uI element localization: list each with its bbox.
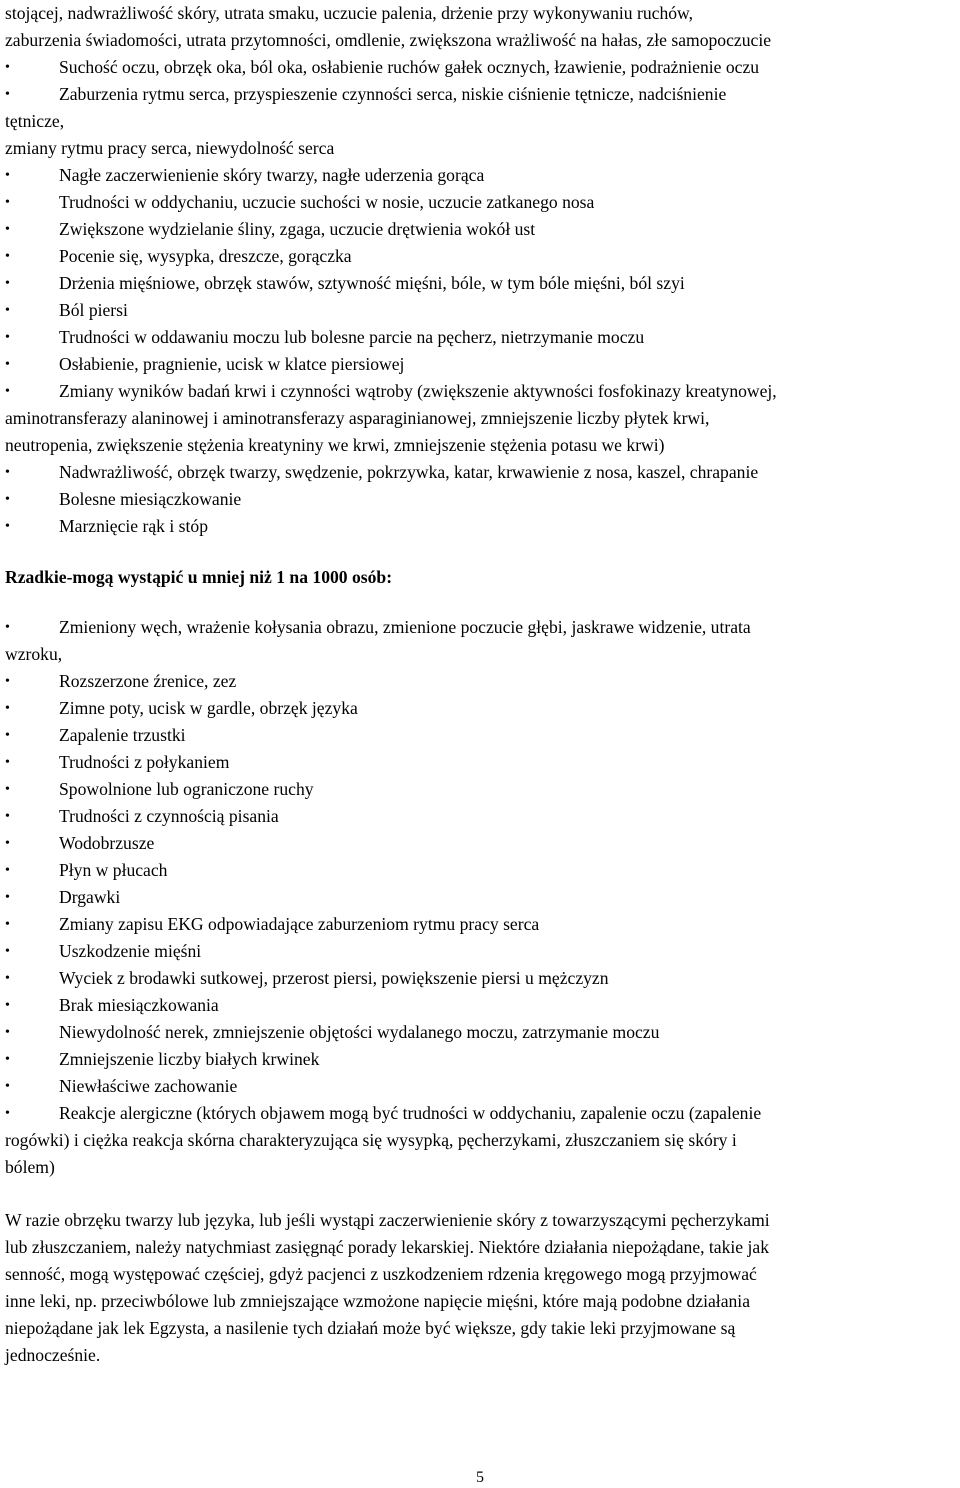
- list-item-line: Suchość oczu, obrzęk oka, ból oka, osłabienie ruchów gałek ocznych, łzawienie, podrażnienie oczu: [59, 57, 760, 77]
- bullet-icon: •: [5, 168, 10, 183]
- bullet-icon: •: [5, 755, 10, 770]
- bullet-icon: •: [5, 620, 10, 635]
- list-item-line: Zmniejszenie liczby białych krwinek: [59, 1049, 320, 1069]
- list-item-line: Niewłaściwe zachowanie: [59, 1076, 238, 1096]
- list-item-line: bólem): [5, 1157, 55, 1177]
- bullet-icon: •: [5, 330, 10, 345]
- bullet-icon: •: [5, 60, 10, 75]
- list-item: [5, 243, 955, 270]
- list-item: [5, 162, 955, 189]
- list-item: [5, 965, 955, 992]
- list-item: [5, 668, 955, 695]
- list-item-line: Spowolnione lub ograniczone ruchy: [59, 779, 314, 799]
- list-item-line: rogówki) i ciężka reakcja skórna charakteryzująca się wysypką, pęcherzykami, złuszczaniem się skóry i: [5, 1130, 737, 1150]
- bullet-icon: •: [5, 1106, 10, 1121]
- bullet-icon: •: [5, 492, 10, 507]
- list-item: [5, 216, 955, 243]
- list-item: [5, 297, 955, 324]
- bullet-icon: •: [5, 728, 10, 743]
- list-item-line: Uszkodzenie mięśni: [59, 941, 202, 961]
- paragraph-line: niepożądane jak lek Egzysta, a nasilenie tych działań może być większe, gdy takie leki przyjmowane są: [5, 1318, 736, 1338]
- list-item-line: Płyn w płucach: [59, 860, 168, 880]
- list-item: [5, 911, 955, 938]
- paragraph-line: senność, mogą występować częściej, gdyż pacjenci z uszkodzeniem rdzenia kręgowego mogą przyjmować: [5, 1264, 757, 1284]
- paragraph-line: lub złuszczaniem, należy natychmiast zasięgnąć porady lekarskiej. Niektóre działania niepożądane, takie jak: [5, 1237, 770, 1257]
- list-item-line: Trudności w oddawaniu moczu lub bolesne parcie na pęcherz, nietrzymanie moczu: [59, 327, 645, 347]
- list-item: [5, 486, 955, 513]
- list-item-line: Ból piersi: [59, 300, 128, 320]
- list-item-line: Trudności w oddychaniu, uczucie suchości w nosie, uczucie zatkanego nosa: [59, 192, 595, 212]
- list-item-line: Marznięcie rąk i stóp: [59, 516, 208, 536]
- list-item-line: Trudności z czynnością pisania: [59, 806, 279, 826]
- list-item-line: Zwiększone wydzielanie śliny, zgaga, uczucie drętwienia wokół ust: [59, 219, 536, 239]
- list-item-line: Bolesne miesiączkowanie: [59, 489, 242, 509]
- bullet-icon: •: [5, 87, 10, 102]
- list-item-line: Zimne poty, ucisk w gardle, obrzęk języka: [59, 698, 358, 718]
- bullet-icon: •: [5, 303, 10, 318]
- list-item-line: Zaburzenia rytmu serca, przyspieszenie czynności serca, niskie ciśnienie tętnicze, nadciśnienie: [59, 84, 727, 104]
- bullet-icon: •: [5, 701, 10, 716]
- paragraph-line: W razie obrzęku twarzy lub języka, lub jeśli wystąpi zaczerwienienie skóry z towarzyszącymi pęcherzykami: [5, 1210, 770, 1230]
- list-item: [5, 695, 955, 722]
- bullet-icon: •: [5, 519, 10, 534]
- list-item: [5, 857, 955, 884]
- list-item-line: Osłabienie, pragnienie, ucisk w klatce piersiowej: [59, 354, 405, 374]
- list-item: [5, 270, 955, 297]
- bullet-icon: •: [5, 971, 10, 986]
- list-item: [5, 351, 955, 378]
- bullet-icon: •: [5, 222, 10, 237]
- list-item-line: Drgawki: [59, 887, 121, 907]
- bullet-icon: •: [5, 674, 10, 689]
- section-heading-rare: Rzadkie-mogą wystąpić u mniej niż 1 na 1000 osób:: [5, 567, 393, 587]
- page-number: 5: [476, 1469, 484, 1486]
- list-item-line: Nagłe zaczerwienienie skóry twarzy, nagłe uderzenia gorąca: [59, 165, 485, 185]
- bullet-icon: •: [5, 863, 10, 878]
- bullet-icon: •: [5, 944, 10, 959]
- bullet-icon: •: [5, 1079, 10, 1094]
- list-item: [5, 803, 955, 830]
- list-item: [5, 992, 955, 1019]
- list-item: [5, 1046, 955, 1073]
- list-item: [5, 938, 955, 965]
- list-item-line: Zmiany wyników badań krwi i czynności wątroby (zwiększenie aktywności fosfokinazy kreatynowej,: [59, 381, 777, 401]
- bullet-icon: •: [5, 465, 10, 480]
- list-item-line: Drżenia mięśniowe, obrzęk stawów, sztywność mięśni, bóle, w tym bóle mięśni, ból szyi: [59, 273, 685, 293]
- bullet-icon: •: [5, 809, 10, 824]
- list-item-line: tętnicze,: [5, 111, 65, 131]
- intro-line: zaburzenia świadomości, utrata przytomności, omdlenie, zwiększona wrażliwość na hałas, złe samopoczucie: [5, 30, 772, 50]
- list-item-line: Reakcje alergiczne (których objawem mogą być trudności w oddychaniu, zapalenie oczu (zapalenie: [59, 1103, 762, 1123]
- list-item-line: Zmiany zapisu EKG odpowiadające zaburzeniom rytmu pracy serca: [59, 914, 540, 934]
- list-item-line: Brak miesiączkowania: [59, 995, 219, 1015]
- list-item-line: Zmieniony węch, wrażenie kołysania obrazu, zmienione poczucie głębi, jaskrawe widzenie, utrata: [59, 617, 751, 637]
- list-item: [5, 614, 955, 668]
- list-item: [5, 722, 955, 749]
- list-item: [5, 749, 955, 776]
- intro-line: stojącej, nadwrażliwość skóry, utrata smaku, uczucie palenia, drżenie przy wykonywaniu ruchów,: [5, 3, 694, 23]
- bullet-icon: •: [5, 384, 10, 399]
- paragraph-line: inne leki, np. przeciwbólowe lub zmniejszające wzmożone napięcie mięśni, które mają podobne działania: [5, 1291, 751, 1311]
- list-item-line: Trudności z połykaniem: [59, 752, 230, 772]
- list-item: [5, 81, 955, 162]
- list-item: [5, 1073, 955, 1100]
- list-item: [5, 189, 955, 216]
- bullet-icon: •: [5, 1052, 10, 1067]
- paragraph-line: jednocześnie.: [5, 1345, 101, 1365]
- list-item: [5, 459, 955, 486]
- list-item: [5, 513, 955, 540]
- list-item-line: Wyciek z brodawki sutkowej, przerost piersi, powiększenie piersi u mężczyzn: [59, 968, 609, 988]
- list-item-line: wzroku,: [5, 644, 63, 664]
- bullet-icon: •: [5, 782, 10, 797]
- list-item: [5, 884, 955, 911]
- list-item: [5, 324, 955, 351]
- bullet-icon: •: [5, 890, 10, 905]
- list-item-line: Zapalenie trzustki: [59, 725, 186, 745]
- list-item-line: zmiany rytmu pracy serca, niewydolność serca: [5, 138, 335, 158]
- list-item: [5, 54, 955, 81]
- bullet-icon: •: [5, 249, 10, 264]
- list-item: [5, 1019, 955, 1046]
- list-item-line: Niewydolność nerek, zmniejszenie objętości wydalanego moczu, zatrzymanie moczu: [59, 1022, 660, 1042]
- list-item: [5, 378, 955, 459]
- list-item-line: Pocenie się, wysypka, dreszcze, gorączka: [59, 246, 352, 266]
- list-item-line: Rozszerzone źrenice, zez: [59, 671, 237, 691]
- list-item: [5, 776, 955, 803]
- list-item: [5, 1100, 955, 1181]
- list-item-line: Wodobrzusze: [59, 833, 155, 853]
- bullet-icon: •: [5, 1025, 10, 1040]
- list-item-line: aminotransferazy alaninowej i aminotransferazy asparaginianowej, zmniejszenie liczby płytek krwi,: [5, 408, 710, 428]
- bullet-icon: •: [5, 998, 10, 1013]
- list-item-line: Nadwrażliwość, obrzęk twarzy, swędzenie, pokrzywka, katar, krwawienie z nosa, kaszel, chrapanie: [59, 462, 759, 482]
- bullet-icon: •: [5, 357, 10, 372]
- bullet-icon: •: [5, 917, 10, 932]
- list-item: [5, 830, 955, 857]
- bullet-icon: •: [5, 195, 10, 210]
- list-item-line: neutropenia, zwiększenie stężenia kreatyniny we krwi, zmniejszenie stężenia potasu we krwi): [5, 435, 665, 455]
- bullet-icon: •: [5, 276, 10, 291]
- bullet-icon: •: [5, 836, 10, 851]
